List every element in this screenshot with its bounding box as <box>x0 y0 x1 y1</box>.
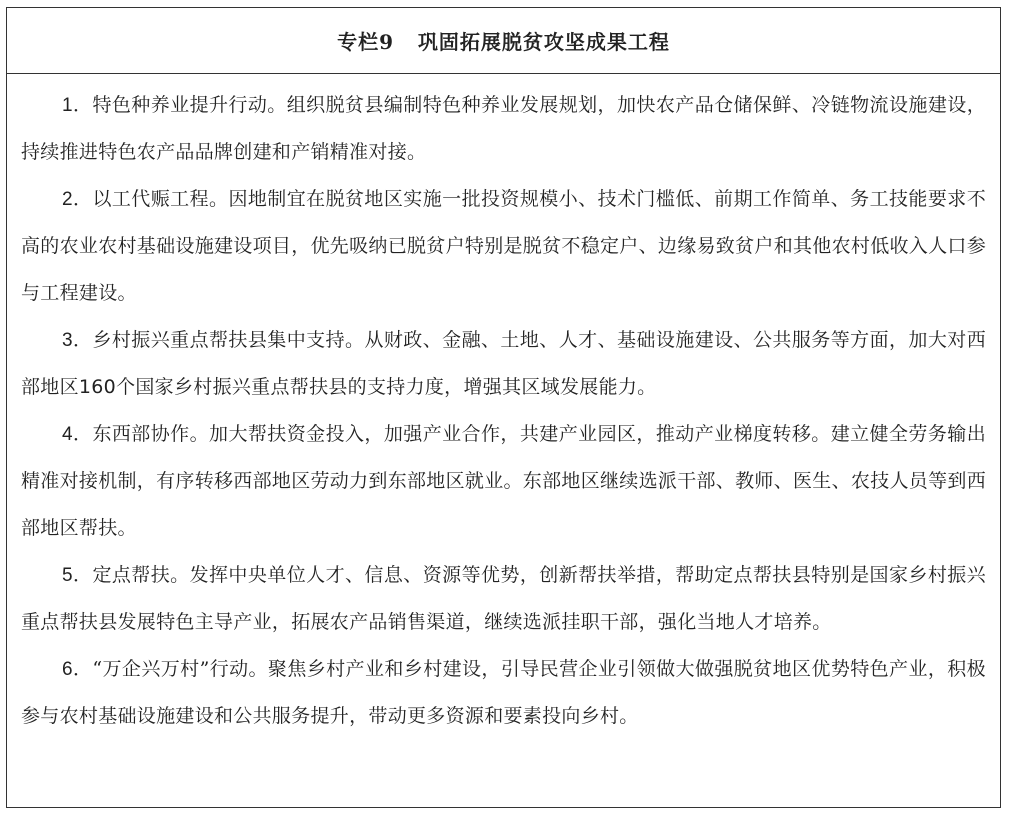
item-number: 3． <box>62 330 93 351</box>
item-lead: 定点帮扶。 <box>92 564 190 586</box>
column-title: 专栏9 巩固拓展脱贫攻坚成果工程 <box>337 30 670 54</box>
title-row <box>7 8 1000 74</box>
item-lead: 特色种养业提升行动。 <box>92 94 287 116</box>
item-text: 加大帮扶资金投入，加强产业合作，共建产业园区，推动产业梯度转移。建立健全劳务输出精准对接机制，有序转移西部地区劳动力到东部地区就业。东部地区继续选派干部、教师、医生、农技人员等到西部地区帮扶。 <box>21 423 987 539</box>
item-text: 聚焦乡村产业和乡村建设，引导民营企业引领做大做强脱贫地区优势特色产业，积极参与农村基础设施建设和公共服务提升，带动更多资源和要素投向乡村。 <box>21 658 986 727</box>
item-text: 因地制宜在脱贫地区实施一批投资规模小、技术门槛低、前期工作简单、务工技能要求不高的农业农村基础设施建设项目，优先吸纳已脱贫户特别是脱贫不稳定户、边缘易致贫户和其他农村低收入人口参与工程建设。 <box>21 188 987 304</box>
item-1 <box>21 82 986 176</box>
item-text: 从财政、金融、土地、人才、基础设施建设、公共服务等方面，加大对西部地区160个国家乡村振兴重点帮扶县的支持力度，增强其区域发展能力。 <box>21 329 987 398</box>
item-lead: “万企兴万村”行动。 <box>92 658 268 680</box>
item-text: 发挥中央单位人才、信息、资源等优势，创新帮扶举措，帮助定点帮扶县特别是国家乡村振兴重点帮扶县发展特色主导产业，拓展农产品销售渠道，继续选派挂职干部，强化当地人才培养。 <box>21 564 986 633</box>
item-lead: 乡村振兴重点帮扶县集中支持。 <box>92 329 365 351</box>
item-3 <box>21 317 986 411</box>
item-2 <box>21 176 986 317</box>
item-text: 组织脱贫县编制特色种养业发展规划，加快农产品仓储保鲜、冷链物流设施建设，持续推进特色农产品品牌创建和产销精准对接。 <box>21 94 986 163</box>
column-content <box>7 74 1000 740</box>
item-6 <box>21 646 986 740</box>
item-4 <box>21 411 986 552</box>
item-lead: 以工代赈工程。 <box>92 188 229 210</box>
item-number: 2． <box>62 189 93 210</box>
item-lead: 东西部协作。 <box>92 423 210 445</box>
special-column-box <box>6 7 1001 808</box>
item-number: 1． <box>62 95 93 116</box>
item-number: 4． <box>62 424 93 445</box>
item-number: 6． <box>62 659 93 680</box>
item-5 <box>21 552 986 646</box>
item-number: 5． <box>62 565 93 586</box>
